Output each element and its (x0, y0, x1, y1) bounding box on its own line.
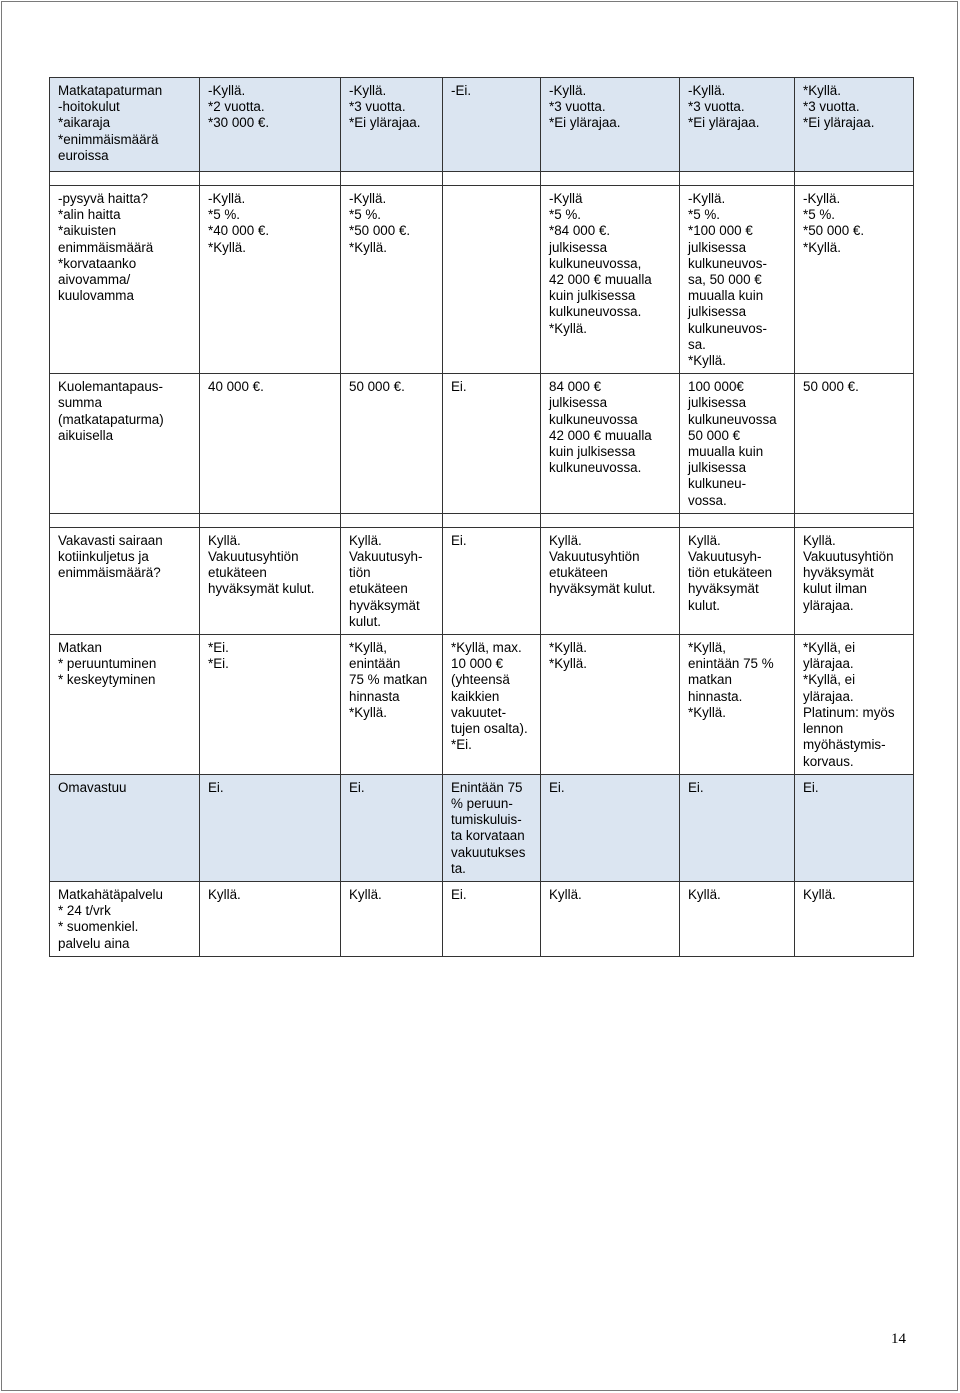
row-label-cell (50, 78, 200, 172)
cell-text-line: vakuutukses (451, 844, 526, 860)
cell-text-line: kulkuneuvos- (688, 320, 767, 336)
cell-text-line: *Kyllä. (549, 640, 587, 656)
cell-text-line: hyväksymät kulut. (549, 581, 656, 597)
cell-text-line: Kyllä. (208, 886, 241, 902)
cell-text-line: matkan (688, 672, 732, 688)
table-cell (680, 527, 795, 634)
cell-text-line: Kyllä. (208, 532, 241, 548)
cell-text-line: kulkuneuvossa. (549, 460, 642, 476)
cell-text-line: Kyllä. (349, 886, 382, 902)
cell-text-line: *Kyllä, (349, 640, 387, 656)
cell-text-line: -Kyllä. (208, 191, 246, 206)
table-cell (680, 374, 795, 514)
cell-text-line: vossa. (688, 492, 727, 508)
cell-text-line: Ei. (208, 779, 224, 795)
cell-text-line: *5 %. (208, 207, 241, 223)
table-cell (341, 374, 443, 514)
cell-text-line: kulut. (688, 597, 721, 613)
cell-text-line: *Kyllä. (688, 353, 726, 369)
cell-text-line: Ei. (349, 779, 365, 795)
cell-text-line: korvaus. (803, 753, 854, 769)
cell-text-line: Matkan (58, 640, 102, 656)
cell-text-line: Kyllä. (688, 886, 721, 902)
cell-text-line: *3 vuotta. (688, 99, 745, 115)
cell-text-line: vakuutet- (451, 704, 507, 720)
table-cell (200, 774, 341, 881)
cell-text-line: *5 %. (549, 207, 582, 223)
cell-text-line: kulkuneuvossa. (549, 304, 642, 320)
cell-text-line: 50 000 € (688, 427, 741, 443)
table-cell (795, 186, 914, 374)
table-cell (541, 374, 680, 514)
cell-text-line: hyväksymät kulut. (208, 581, 315, 597)
table-cell (795, 881, 914, 956)
table-cell (541, 78, 680, 172)
cell-text-line: kotiinkuljetus ja (58, 549, 149, 565)
cell-text-line: ylärajaa. (803, 597, 854, 613)
table-cell (795, 374, 914, 514)
cell-text-line: Ei. (451, 886, 467, 902)
cell-text-line: *Ei. (208, 640, 229, 656)
cell-text-line: * 24 t/vrk (58, 903, 111, 919)
table-cell (541, 635, 680, 775)
cell-text-line: tumiskuluis- (451, 812, 522, 828)
table-cell (680, 881, 795, 956)
cell-text-line: *korvataanko (58, 255, 137, 271)
cell-text-line: tujen osalta). (451, 721, 528, 737)
cell-text-line: -Kyllä. (549, 83, 587, 98)
table-cell (200, 186, 341, 374)
cell-text-line: *Kyllä, max. (451, 640, 522, 656)
cell-text-line: tiön (349, 565, 371, 581)
cell-text-line: enintään (349, 656, 401, 672)
cell-text-line: *5 %. (349, 207, 382, 223)
cell-text-line: Enintään 75 (451, 779, 523, 795)
cell-text-line: enimmäismäärä? (58, 565, 161, 581)
cell-text-line: Kyllä. (803, 886, 836, 902)
table-cell (443, 881, 541, 956)
table-cell (341, 881, 443, 956)
cell-text-line: -Ei. (451, 83, 472, 98)
cell-text-line: kulkuneuvossa (688, 411, 777, 427)
cell-text-line: *3 vuotta. (803, 99, 860, 115)
cell-text-line: -Kyllä (549, 191, 583, 206)
cell-text-line: kaikkien (451, 688, 500, 704)
cell-text-line: Vakuutusyhtiön (208, 549, 299, 565)
cell-text-line: *Kyllä, (688, 640, 726, 656)
cell-text-line: * suomenkiel. (58, 919, 139, 935)
cell-text-line: Matkatapaturman (58, 83, 163, 98)
cell-text-line: julkisessa (549, 395, 608, 411)
cell-text-line: 84 000 € (549, 379, 602, 395)
cell-text-line: 100 000€ (688, 379, 744, 395)
table-cell (795, 774, 914, 881)
table-cell (541, 527, 680, 634)
table-cell (541, 774, 680, 881)
cell-text-line: *Ei ylärajaa. (803, 115, 875, 131)
cell-text-line: 50 000 €. (803, 379, 859, 395)
cell-text-line: sa. (688, 336, 706, 352)
table-cell (341, 774, 443, 881)
cell-text-line: aikuisella (58, 427, 114, 443)
cell-text-line: *3 vuotta. (549, 99, 606, 115)
cell-text-line: Kyllä. (803, 532, 836, 548)
cell-text-line: -hoitokulut (58, 99, 120, 115)
cell-text-line: julkisessa (688, 395, 747, 411)
cell-text-line: *5 %. (803, 207, 836, 223)
table-cell (443, 374, 541, 514)
cell-text-line: kulkuneuvossa, (549, 255, 642, 271)
table-row (50, 774, 914, 881)
cell-text-line: kuin julkisessa (549, 288, 636, 304)
cell-text-line: -Kyllä. (688, 83, 726, 98)
cell-text-line: Vakuutusyhtiön (803, 549, 894, 565)
cell-text-line: *50 000 €. (803, 223, 865, 239)
cell-text-line: Kyllä. (549, 532, 582, 548)
cell-text-line: *Ei. (451, 737, 472, 753)
table-cell (680, 186, 795, 374)
cell-text-line: *Kyllä, ei (803, 672, 856, 688)
cell-text-line: muualla kuin (688, 444, 764, 460)
cell-text-line: Vakuutusyh- (349, 549, 423, 565)
cell-text-line: julkisessa (549, 239, 608, 255)
cell-text-line: *Ei ylärajaa. (688, 115, 760, 131)
cell-text-line: palvelu aina (58, 935, 130, 951)
table-row (50, 527, 914, 634)
cell-text-line: julkisessa (688, 239, 747, 255)
cell-text-line: Kyllä. (549, 886, 582, 902)
cell-text-line: enintään 75 % (688, 656, 774, 672)
table-cell (795, 78, 914, 172)
cell-text-line: enimmäismäärä (58, 239, 154, 255)
cell-text-line: *Kyllä. (349, 239, 387, 255)
cell-text-line: *5 %. (688, 207, 721, 223)
cell-text-line: 40 000 €. (208, 379, 264, 395)
cell-text-line: Platinum: myös (803, 704, 895, 720)
cell-text-line: Kuolemantapaus- (58, 379, 163, 395)
cell-text-line: -Kyllä. (688, 191, 726, 206)
cell-text-line: *alin haitta (58, 207, 121, 223)
cell-text-line: ylärajaa. (803, 656, 854, 672)
cell-text-line: *Kyllä. (549, 656, 587, 672)
table-cell (795, 527, 914, 634)
cell-text-line: % peruun- (451, 795, 513, 811)
cell-text-line: 75 % matkan (349, 672, 428, 688)
cell-text-line: ta korvataan (451, 828, 525, 844)
table-row (50, 374, 914, 514)
table-cell (200, 881, 341, 956)
row-separator (50, 172, 914, 186)
cell-text-line: *50 000 €. (349, 223, 411, 239)
cell-text-line: etukäteen (549, 565, 608, 581)
cell-text-line: 42 000 € muualla (549, 272, 652, 288)
cell-text-line: hyväksymät (803, 565, 874, 581)
cell-text-line: *84 000 €. (549, 223, 611, 239)
cell-text-line: hinnasta. (688, 688, 743, 704)
cell-text-line: * keskeytyminen (58, 672, 156, 688)
cell-text-line: Ei. (451, 532, 467, 548)
cell-text-line: hyväksymät (349, 597, 420, 613)
table-cell (443, 78, 541, 172)
cell-text-line: *Kyllä. (803, 239, 841, 255)
cell-text-line: kuin julkisessa (549, 444, 636, 460)
cell-text-line: ylärajaa. (803, 688, 854, 704)
cell-text-line: kulut. (349, 613, 382, 629)
cell-text-line: tiön etukäteen (688, 565, 773, 581)
table-cell (200, 78, 341, 172)
cell-text-line: Ei. (803, 779, 819, 795)
table-cell (341, 78, 443, 172)
page-number: 14 (891, 1331, 906, 1347)
table-cell (680, 774, 795, 881)
row-label-cell (50, 774, 200, 881)
cell-text-line: muualla kuin (688, 288, 764, 304)
table-cell (341, 186, 443, 374)
cell-text-line: euroissa (58, 147, 109, 163)
comparison-table (49, 77, 914, 957)
cell-text-line: aivovamma/ (58, 272, 131, 288)
cell-text-line: -Kyllä. (208, 83, 246, 98)
table-cell (541, 186, 680, 374)
table-cell (680, 635, 795, 775)
table-row (50, 635, 914, 775)
table-cell (443, 186, 541, 374)
table-cell (341, 635, 443, 775)
table-cell (341, 527, 443, 634)
cell-text-line: *40 000 €. (208, 223, 270, 239)
cell-text-line: kulut ilman (803, 581, 868, 597)
cell-text-line: *aikaraja (58, 115, 111, 131)
cell-text-line: Ei. (451, 379, 467, 395)
cell-text-line: lennon (803, 721, 844, 737)
cell-text-line: *Kyllä. (208, 239, 246, 255)
cell-text-line: *100 000 € (688, 223, 753, 239)
table-cell (200, 374, 341, 514)
cell-text-line: *3 vuotta. (349, 99, 406, 115)
table-cell (200, 635, 341, 775)
cell-text-line: Vakuutusyh- (688, 549, 762, 565)
cell-text-line: kulkuneu- (688, 476, 747, 492)
cell-text-line: -Kyllä. (803, 191, 841, 206)
cell-text-line: 42 000 € muualla (549, 427, 652, 443)
cell-text-line: *Kyllä, ei (803, 640, 856, 656)
cell-text-line: *Kyllä. (803, 83, 841, 98)
cell-text-line: (yhteensä (451, 672, 510, 688)
row-label-cell (50, 527, 200, 634)
cell-text-line: kuulovamma (58, 288, 134, 304)
cell-text-line: -Kyllä. (349, 83, 387, 98)
cell-text-line: ta. (451, 860, 466, 876)
row-label-cell (50, 374, 200, 514)
cell-text-line: Kyllä. (688, 532, 721, 548)
cell-text-line: * peruuntuminen (58, 656, 157, 672)
table-cell (680, 78, 795, 172)
row-label-cell (50, 186, 200, 374)
cell-text-line: kulkuneuvos- (688, 255, 767, 271)
cell-text-line: *aikuisten (58, 223, 117, 239)
cell-text-line: *enimmäismäärä (58, 131, 159, 147)
table-row (50, 78, 914, 172)
table-row (50, 881, 914, 956)
cell-text-line: etukäteen (208, 565, 267, 581)
table-cell (795, 635, 914, 775)
cell-text-line: -Kyllä. (349, 191, 387, 206)
cell-text-line: Kyllä. (349, 532, 382, 548)
cell-text-line: *Ei. (208, 656, 229, 672)
row-label-cell (50, 635, 200, 775)
row-label-cell (50, 881, 200, 956)
table-row (50, 186, 914, 374)
cell-text-line: hinnasta (349, 688, 400, 704)
cell-text-line: 10 000 € (451, 656, 504, 672)
cell-text-line: kulkuneuvossa (549, 411, 638, 427)
cell-text-line: -pysyvä haitta? (58, 191, 149, 206)
cell-text-line: Vakavasti sairaan (58, 532, 163, 548)
cell-text-line: myöhästymis- (803, 737, 886, 753)
table-cell (541, 881, 680, 956)
cell-text-line: *Ei ylärajaa. (549, 115, 621, 131)
cell-text-line: 50 000 €. (349, 379, 405, 395)
cell-text-line: summa (58, 395, 102, 411)
cell-text-line: *Kyllä. (688, 704, 726, 720)
table-cell (443, 635, 541, 775)
cell-text-line: hyväksymät (688, 581, 759, 597)
cell-text-line: julkisessa (688, 460, 747, 476)
table-cell (443, 774, 541, 881)
cell-text-line: Vakuutusyhtiön (549, 549, 640, 565)
cell-text-line: etukäteen (349, 581, 408, 597)
cell-text-line: sa, 50 000 € (688, 272, 762, 288)
cell-text-line: julkisessa (688, 304, 747, 320)
cell-text-line: Ei. (549, 779, 565, 795)
cell-text-line: Matkahätäpalvelu (58, 886, 163, 902)
cell-text-line: *Kyllä. (349, 704, 387, 720)
cell-text-line: *Kyllä. (549, 320, 587, 336)
cell-text-line: *2 vuotta. (208, 99, 265, 115)
cell-text-line: (matkatapaturma) (58, 411, 164, 427)
cell-text-line: *30 000 €. (208, 115, 270, 131)
table-cell (443, 527, 541, 634)
cell-text-line: *Ei ylärajaa. (349, 115, 421, 131)
table-cell (200, 527, 341, 634)
cell-text-line: Omavastuu (58, 779, 127, 795)
cell-text-line: Ei. (688, 779, 704, 795)
row-separator (50, 513, 914, 527)
